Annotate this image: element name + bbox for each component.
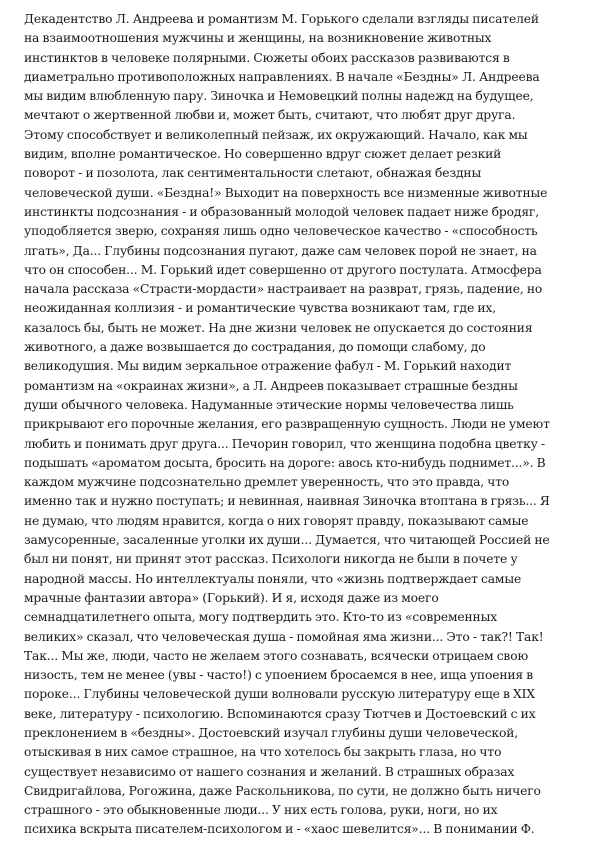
text-line: именно так и нужно поступать; и невинная, наивная Зиночка втоптана в грязь... Я: [24, 494, 550, 509]
text-line: подышать «ароматом досыта, бросить на дороге: авось кто-нибудь поднимет...». В: [24, 455, 546, 470]
text-line: замусоренные, засаленные уголки их души... Думается, что читающей Россией не: [24, 533, 550, 548]
text-line: видим, вполне романтическое. Но совершенно вдруг сюжет делает резкий: [24, 147, 502, 162]
text-line: мрачные фантазии автора» (Горький). И я, исходя даже из моего: [24, 590, 439, 605]
text-line: Декадентство Л. Андреева и романтизм М. Горького сделали взгляды писателей: [24, 12, 539, 26]
text-line: прикрывают его порочные желания, его развращенную сущность. Люди не умеют: [24, 417, 550, 432]
text-line: отыскивая в них самое страшное, на что хотелось бы закрыть глаза, но что: [24, 745, 502, 760]
text-line: мечтают о жертвенной любви и, может быть, считают, что любят друг друга.: [24, 108, 516, 123]
text-line: Свидригайлова, Рогожина, даже Раскольникова, по сути, не должно быть ничего: [24, 783, 541, 798]
text-line: великодушия. Мы видим зеркальное отражение фабул - М. Горький находит: [24, 359, 512, 374]
text-line: человеческой души. «Бездна!» Выходит на поверхность все низменные животные: [24, 185, 548, 200]
text-line: любить и понимать друг друга... Печорин говорил, что женщина подобна цветку -: [24, 436, 545, 451]
text-line: на взаимоотношения мужчины и женщины, на возникновение животных: [24, 31, 492, 46]
text-line: каждом мужчине подсознательно дремлет уверенность, что это правда, что: [24, 475, 510, 490]
text-line: души обычного человека. Надуманные этические нормы человечества лишь: [24, 397, 514, 412]
body-text: [24, 10, 584, 840]
text-line: лгать», Да... Глубины подсознания пугают, даже сам человек порой не знает, на: [24, 243, 537, 258]
text-line: не думаю, что людям нравится, когда о них говорят правду, показывают самые: [24, 513, 529, 528]
text-line: пороке... Глубины человеческой души волновали русскую литературу еще в XIX: [24, 687, 535, 702]
text-line: психика вскрыта писателем-психологом и - «хаос шевелится»... В понимании Ф.: [24, 822, 535, 837]
text-line: преклонением в «бездны». Достоевский изучал глубины души человеческой,: [24, 725, 519, 740]
text-line: инстинктов в человеке полярными. Сюжеты обоих рассказов развиваются в: [24, 50, 510, 65]
text-line: существует независимо от нашего сознания и желаний. В страшных образах: [24, 764, 515, 779]
text-line: мы видим влюбленную пару. Зиночка и Немовецкий полны надежд на будущее,: [24, 89, 534, 104]
text-line: романтизм на «окраинах жизни», а Л. Андреев показывает страшные бездны: [24, 378, 518, 393]
text-line: уподобляется зверю, сохраняя лишь одно человеческое качество - «способность: [24, 224, 538, 239]
text-line: страшного - это обыкновенные люди... У них есть голова, руки, ноги, но их: [24, 803, 498, 818]
text-line: казалось бы, быть не может. На дне жизни человек не опускается до состояния: [24, 320, 533, 335]
text-line: неожиданная коллизия - и романтические чувства возникают там, где их,: [24, 301, 496, 316]
text-line: начала рассказа «Страсти-мордасти» настраивает на разврат, грязь, падение, но: [24, 282, 543, 297]
text-line: был ни понят, ни принят этот рассказ. Психологи никогда не были в почете у: [24, 552, 518, 567]
text-line: Этому способствует и великолепный пейзаж, их окружающий. Начало, как мы: [24, 127, 528, 142]
text-line: диаметрально противоположных направлениях. В начале «Бездны» Л. Андреева: [24, 69, 540, 84]
text-line: семнадцатилетнего опыта, могу подтвердить это. Кто-то из «современных: [24, 610, 498, 625]
text-line: веке, литературу - психологию. Вспоминаются сразу Тютчев и Достоевский с их: [24, 706, 536, 721]
text-line: великих» сказал, что человеческая душа - помойная яма жизни... Это - так?! Так!: [24, 629, 544, 644]
text-line: поворот - и позолота, лак сентиментальности слетают, обнажая бездны: [24, 166, 482, 181]
text-line: животного, а даже возвышается до сострадания, до помощи слабому, до: [24, 340, 486, 355]
text-line: Так... Мы же, люди, часто не желаем этого сознавать, всячески отрицаем свою: [24, 648, 529, 663]
text-line: народной массы. Но интеллектуалы поняли, что «жизнь подтверждает самые: [24, 571, 522, 586]
text-line: что он способен... М. Горький идет совершенно от другого постулата. Атмосфера: [24, 262, 542, 277]
text-line: низость, тем не менее (увы - часто!) с упоением бросаемся в нее, ища упоения в: [24, 668, 534, 683]
text-line: инстинкты подсознания - и образованный молодой человек падает ниже бродяг,: [24, 204, 539, 219]
